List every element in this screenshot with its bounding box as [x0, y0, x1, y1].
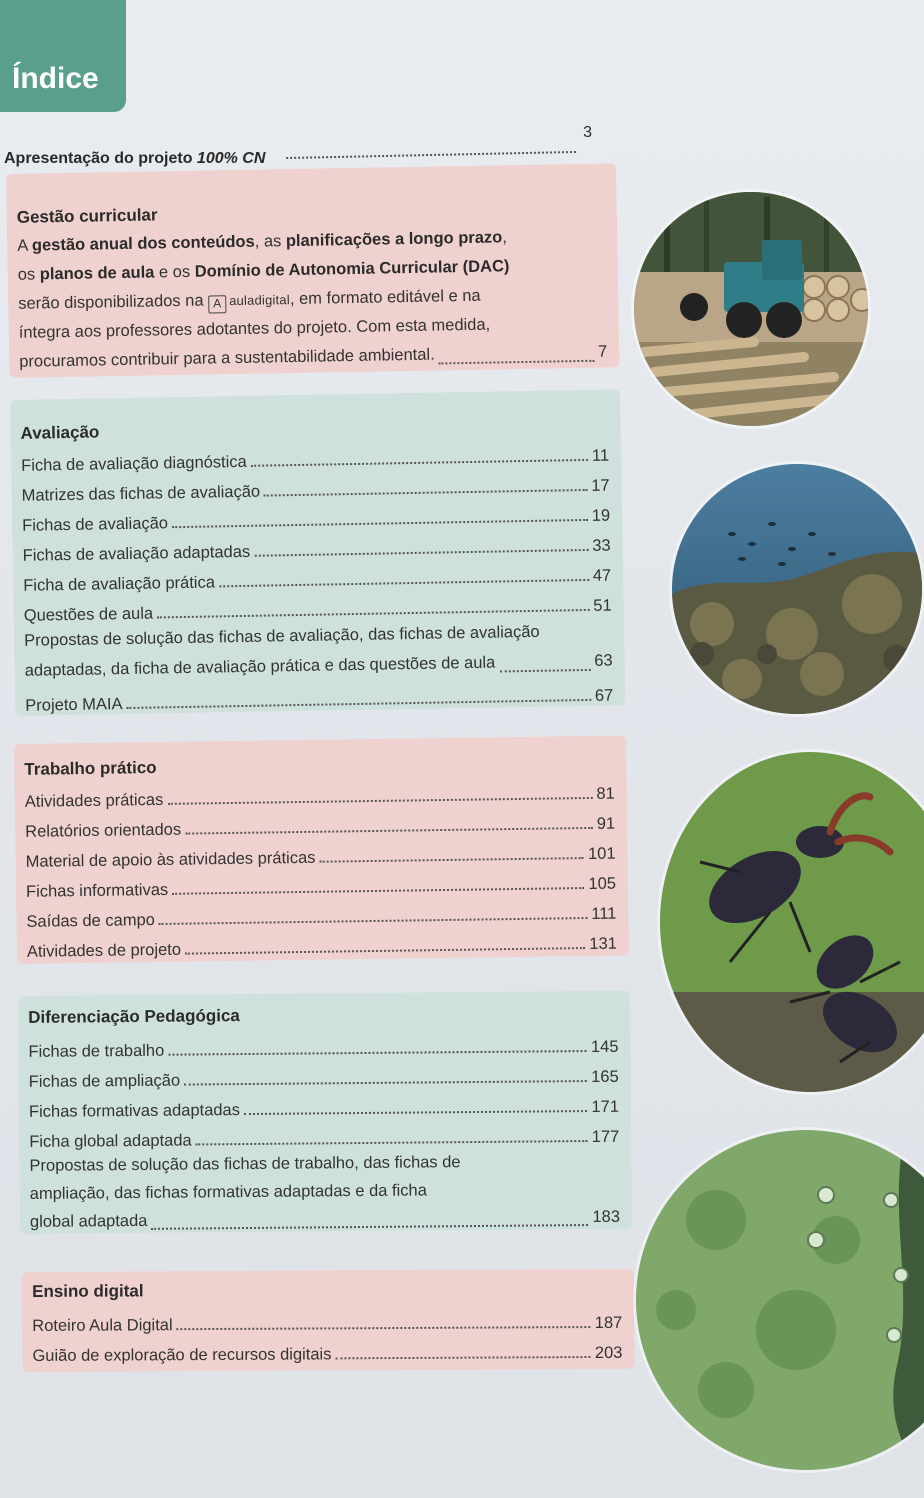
avaliacao-multiline-entry[interactable] [24, 616, 613, 686]
trabalho-list [25, 774, 617, 962]
page-number: 111 [591, 904, 617, 923]
section-title: Diferenciação Pedagógica [28, 1006, 240, 1027]
gestao-line-2: os planos de aula e os Domínio de Autonomia Curricular (DAC) [17, 257, 510, 284]
intro-page-number: 3 [583, 124, 592, 141]
entry-label: Fichas de ampliação [28, 1071, 181, 1091]
dot-leader [264, 489, 587, 497]
page-number: 91 [596, 814, 616, 833]
gestao-line-3: serão disponibilizados na A auladigital, em formato editável e na [18, 286, 481, 313]
entry-label: Atividades práticas [24, 790, 164, 811]
entry-label: Roteiro Aula Digital [32, 1316, 173, 1335]
gestao-line-4: íntegra aos professores adotantes do projeto. Com esta medida, [18, 315, 491, 342]
entry-line: ampliação, das fichas formativas adaptadas e da ficha [29, 1181, 427, 1203]
dot-leader [185, 827, 593, 835]
page-number: 165 [591, 1067, 619, 1087]
page-number: 187 [594, 1313, 623, 1333]
entry-label: Fichas de avaliação [22, 514, 169, 535]
page-number: 19 [591, 506, 611, 525]
coral-reef-photo [672, 464, 922, 714]
dot-leader [157, 609, 589, 619]
entry-label: Material de apoio às atividades práticas [25, 848, 316, 871]
dot-leader [196, 1140, 588, 1145]
toc-entry[interactable] [32, 1333, 622, 1366]
entry-label: Fichas informativas [25, 880, 169, 901]
microscopy-photo [636, 1130, 924, 1470]
entry-label: Fichas de avaliação adaptadas [22, 542, 251, 565]
dot-leader [159, 917, 587, 925]
dot-leader [177, 1326, 591, 1330]
gestao-line-5[interactable]: procuramos contribuir para a sustentabilidade ambiental. 7 [19, 338, 607, 377]
entry-label: Projeto MAIA [25, 695, 123, 715]
page-number: 11 [591, 446, 610, 465]
page-number: 105 [588, 874, 617, 893]
entry-label: Fichas de trabalho [28, 1041, 165, 1061]
intro-label-text: Apresentação do projeto [4, 150, 197, 167]
stag-beetles-photo [660, 752, 924, 1092]
dot-leader [439, 360, 594, 365]
gestao-line-1: A gestão anual dos conteúdos, as planificações a longo prazo, [17, 228, 507, 255]
section-ensino-digital [22, 1269, 635, 1372]
entry-label: Ficha de avaliação diagnóstica [20, 452, 247, 475]
page-number: 17 [591, 476, 610, 495]
entry-line: adaptadas, da ficha de avaliação prática e das questões de aula 63 [24, 646, 612, 686]
dot-leader [320, 857, 585, 863]
dot-leader [185, 947, 585, 955]
page-number: 177 [591, 1127, 620, 1146]
entry-label: Atividades de projeto [26, 940, 182, 961]
entry-label: Questões de aula [23, 604, 154, 625]
page-number: 7 [597, 342, 608, 361]
auladigital-brand: auladigital [228, 292, 290, 309]
dot-leader [172, 887, 584, 895]
page-number: 81 [596, 784, 615, 803]
dot-leader [168, 1050, 587, 1056]
entry-label: Matrizes das fichas de avaliação [21, 482, 261, 505]
page-number: 51 [593, 596, 612, 615]
intro-entry[interactable] [4, 124, 604, 168]
page-number: 101 [587, 844, 616, 863]
ensino-list [32, 1303, 622, 1366]
dot-leader [127, 699, 591, 709]
section-title: Avaliação [20, 422, 100, 443]
section-title: Gestão curricular [16, 205, 158, 227]
avaliacao-list [21, 436, 612, 626]
page-number: 47 [592, 566, 612, 585]
dot-leader [499, 669, 590, 673]
section-title: Ensino digital [32, 1281, 144, 1301]
dot-leader [251, 459, 588, 467]
entry-label: Fichas formativas adaptadas [28, 1101, 241, 1121]
toc-entry[interactable] [32, 1303, 622, 1336]
page-number: 171 [591, 1097, 620, 1116]
gestao-description [17, 222, 607, 377]
forestry-photo [634, 192, 868, 426]
page-number: 63 [594, 651, 613, 670]
page-title: Índice [12, 62, 99, 95]
entry-label: Saídas de campo [26, 911, 156, 931]
index-title-tab [0, 0, 126, 112]
entry-line: global adaptada 183 [30, 1203, 620, 1236]
entry-label: Ficha global adaptada [29, 1131, 192, 1151]
entry-label: Ficha de avaliação prática [23, 573, 216, 595]
dot-leader [167, 797, 592, 805]
dot-leader [184, 1080, 587, 1086]
section-title: Trabalho prático [24, 758, 157, 779]
toc-entry[interactable] [29, 1117, 619, 1152]
intro-label-italic: 100% CN [196, 150, 266, 167]
diferenciacao-multiline-entry[interactable] [29, 1147, 620, 1236]
page-number: 145 [590, 1037, 619, 1057]
section-avaliacao [10, 389, 625, 716]
page-number: 131 [589, 934, 617, 953]
page-number: 33 [592, 536, 611, 555]
section-diferenciacao-pedagogica [18, 991, 632, 1234]
page-number: 67 [594, 686, 614, 705]
diferenciacao-list [28, 1027, 619, 1152]
section-trabalho-pratico [14, 735, 629, 964]
dot-leader [286, 141, 576, 159]
entry-label: Guião de exploração de recursos digitais [32, 1345, 332, 1365]
section-gestao-curricular [6, 163, 619, 378]
page-number: 203 [594, 1343, 623, 1363]
entry-label: Relatórios orientados [25, 820, 182, 841]
dot-leader [151, 1224, 588, 1230]
dot-leader [335, 1356, 590, 1359]
dot-leader [254, 549, 588, 557]
auladigital-icon: A [208, 295, 226, 313]
entry-line: Propostas de solução das fichas de trabalho, das fichas de [29, 1153, 461, 1175]
dot-leader [244, 1110, 588, 1115]
page-number: 183 [592, 1207, 621, 1226]
entry-line: Propostas de solução das fichas de avaliação, das fichas de avaliação [24, 622, 540, 650]
intro-label [4, 150, 265, 168]
